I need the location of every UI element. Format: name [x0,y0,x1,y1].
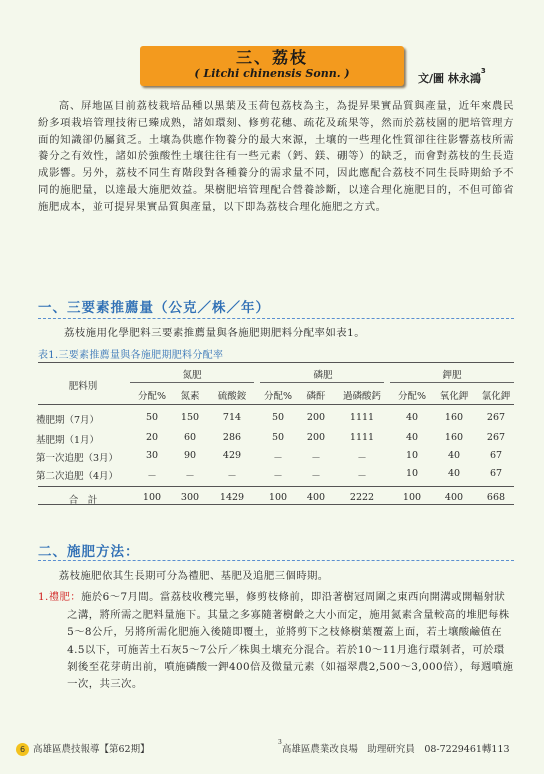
table-cell: 20 [145,432,159,443]
section2-divider [38,560,514,561]
total-cell: 100 [268,492,288,503]
section1-text: 荔枝施用化學肥料三要素推薦量與各施肥期肥料分配率如表1。 [64,327,366,339]
table-cell: 90 [183,450,197,461]
table-header-rule [38,404,514,405]
group-rule-phosphorus [260,382,384,383]
table-cell: 160 [444,432,464,443]
total-cell: 2222 [349,492,375,503]
table-row-label: 基肥期（1月） [36,435,100,446]
table-cell: 160 [444,412,464,423]
subheader: 分配% [137,391,167,402]
subheader: 硫酸銨 [217,391,247,402]
table-cell: 30 [145,450,159,461]
page-number: 6 [16,743,29,756]
table-cell: － [357,453,367,464]
section1-heading: 一、三要素推薦量（公克／株／年） [38,300,270,316]
table-cell: 40 [447,450,461,461]
total-cell: 1429 [219,492,245,503]
table-row-label: 禮肥期（7月） [36,415,100,426]
total-cell: 100 [142,492,162,503]
table-cell: 10 [405,468,419,479]
table-cell: 150 [180,412,200,423]
section2-heading: 二、施肥方法： [38,544,140,560]
table-cell: 267 [486,412,506,423]
table-cell: 286 [222,432,242,443]
journal-name: 高雄區農技報導【第62期】 [33,744,150,755]
table-cell: － [185,471,195,482]
table-cell: 10 [405,450,419,461]
table-cell: 429 [222,450,242,461]
total-cell: 400 [444,492,464,503]
table-cell: － [273,471,283,482]
scientific-name: ( Litchi chinensis Sonn. ) [194,67,350,80]
section2-body [38,568,514,694]
table-cell: － [311,471,321,482]
author-prefix: 文/圖 [418,72,445,85]
table-cell: － [147,471,157,482]
row-header-label: 肥料別 [68,381,98,392]
subheader: 過磷酸鈣 [342,391,381,402]
table-cell: 60 [183,432,197,443]
section1-divider [38,318,514,319]
table-cell: － [311,453,321,464]
table-cell: － [357,471,367,482]
table-cell: 1111 [349,432,375,443]
total-cell: 300 [180,492,200,503]
group-rule-nitrogen [130,382,254,383]
subheader: 氧化鉀 [439,391,469,402]
subheader: 磷酐 [306,391,326,402]
section2-text: 荔枝施肥依其生長期可分為禮肥、基肥及追肥三個時期。 [58,570,329,582]
subheader: 氯化鉀 [481,391,511,402]
total-cell: 100 [402,492,422,503]
total-row-label: 合 計 [68,495,98,506]
table-cell: － [227,471,237,482]
group-phosphorus: 磷肥 [313,370,333,381]
total-cell: 400 [306,492,326,503]
table-cell: 40 [447,468,461,479]
table-cell: 50 [271,432,285,443]
table-cell: 714 [222,412,242,423]
table-cell: 200 [306,432,326,443]
intro-paragraph: 高、屏地區目前荔枝栽培品種以黑葉及玉荷包荔枝為主，為提昇果實品質與產量，近年來農民紛多項栽培管理技術已臻成熟，諸如環刻、修剪花穗、疏花及疏果等，然而於荔枝園的肥培管理方面的知識卻仍屬貧乏。土壤為供應作物養分的最大來源，土壤的一些理化性質卻往往影響荔枝所需養分之有效性，諸如於強酸性土壤往往有一些元素（鈣、鎂、硼等）的缺乏，而會對荔枝的生長造成影響。另外，荔枝不同生育階段對各種養分的需求量不同，因此應配合荔枝不同生長時期給予不同的施肥量，以達最大施肥效益。果樹肥培管理配合營養診斷，以達合理化施肥目的，不但可節省施肥成本，並可提昇果實品質與產量，以下即為荔枝合理化施肥之方式。 [38,100,514,213]
group-rule-potassium [390,382,514,383]
footer-journal [16,741,150,756]
item1-text: 施於6～7月間。當荔枝收穫完畢，修剪枝條前，即沿著樹冠周圍之東西向開溝或開輻射狀之溝，將所需之肥料量施下。其量之多寡隨著樹齡之大小而定，施用氮素含量較高的堆肥每株5～8公斤，另將所需化肥施入後隨即覆土，並將剪下之枝條樹葉覆蓋上面，若土壤酸鹼值在4.5以下，可施苦土石灰5～7公斤／株與土壤充分混合。若於10～11月進行環剝者，可於環剝後至花芽萌出前，噴施磷酸一鉀400倍及微量元素（如福翠農2,500～3,000倍），每週噴施一次，共三次。 [67,591,514,691]
table-total-rule [38,486,514,487]
table-cell: 40 [405,432,419,443]
item1-lead: 1.禮肥： [38,591,82,604]
group-nitrogen: 氮肥 [182,370,202,381]
affiliation-mark: 3 [278,738,282,746]
table-cell: 40 [405,412,419,423]
table-top-rule [38,362,514,363]
fertilizer-item-1 [38,589,514,693]
author-line [418,67,486,86]
table-cell: 67 [489,450,503,461]
author-mark: 3 [480,67,486,76]
article-title: 三、荔枝 [235,48,308,67]
table-cell: 50 [145,412,159,423]
table-cell: － [273,453,283,464]
table-cell: 1111 [349,412,375,423]
article-title-banner [140,46,404,86]
table-cell: 200 [306,412,326,423]
table-cell: 67 [489,468,503,479]
table-cell: 50 [271,412,285,423]
table-bottom-rule [38,504,514,505]
subheader: 氮素 [180,391,200,402]
subheader: 分配% [263,391,293,402]
table-row-label: 第二次追肥（4月） [36,471,119,482]
table-row-label: 第一次追肥（3月） [36,453,119,464]
group-potassium: 鉀肥 [442,370,462,381]
footer-affiliation [278,738,510,755]
table-caption: 表1.三要素推薦量與各施肥期肥料分配率 [38,350,224,361]
affiliation-text: 高雄區農業改良場 助理研究員 08-7229461轉113 [281,744,510,755]
table-cell: 267 [486,432,506,443]
author-name: 林永鴻 [447,72,481,85]
total-cell: 668 [486,492,506,503]
subheader: 分配% [397,391,427,402]
